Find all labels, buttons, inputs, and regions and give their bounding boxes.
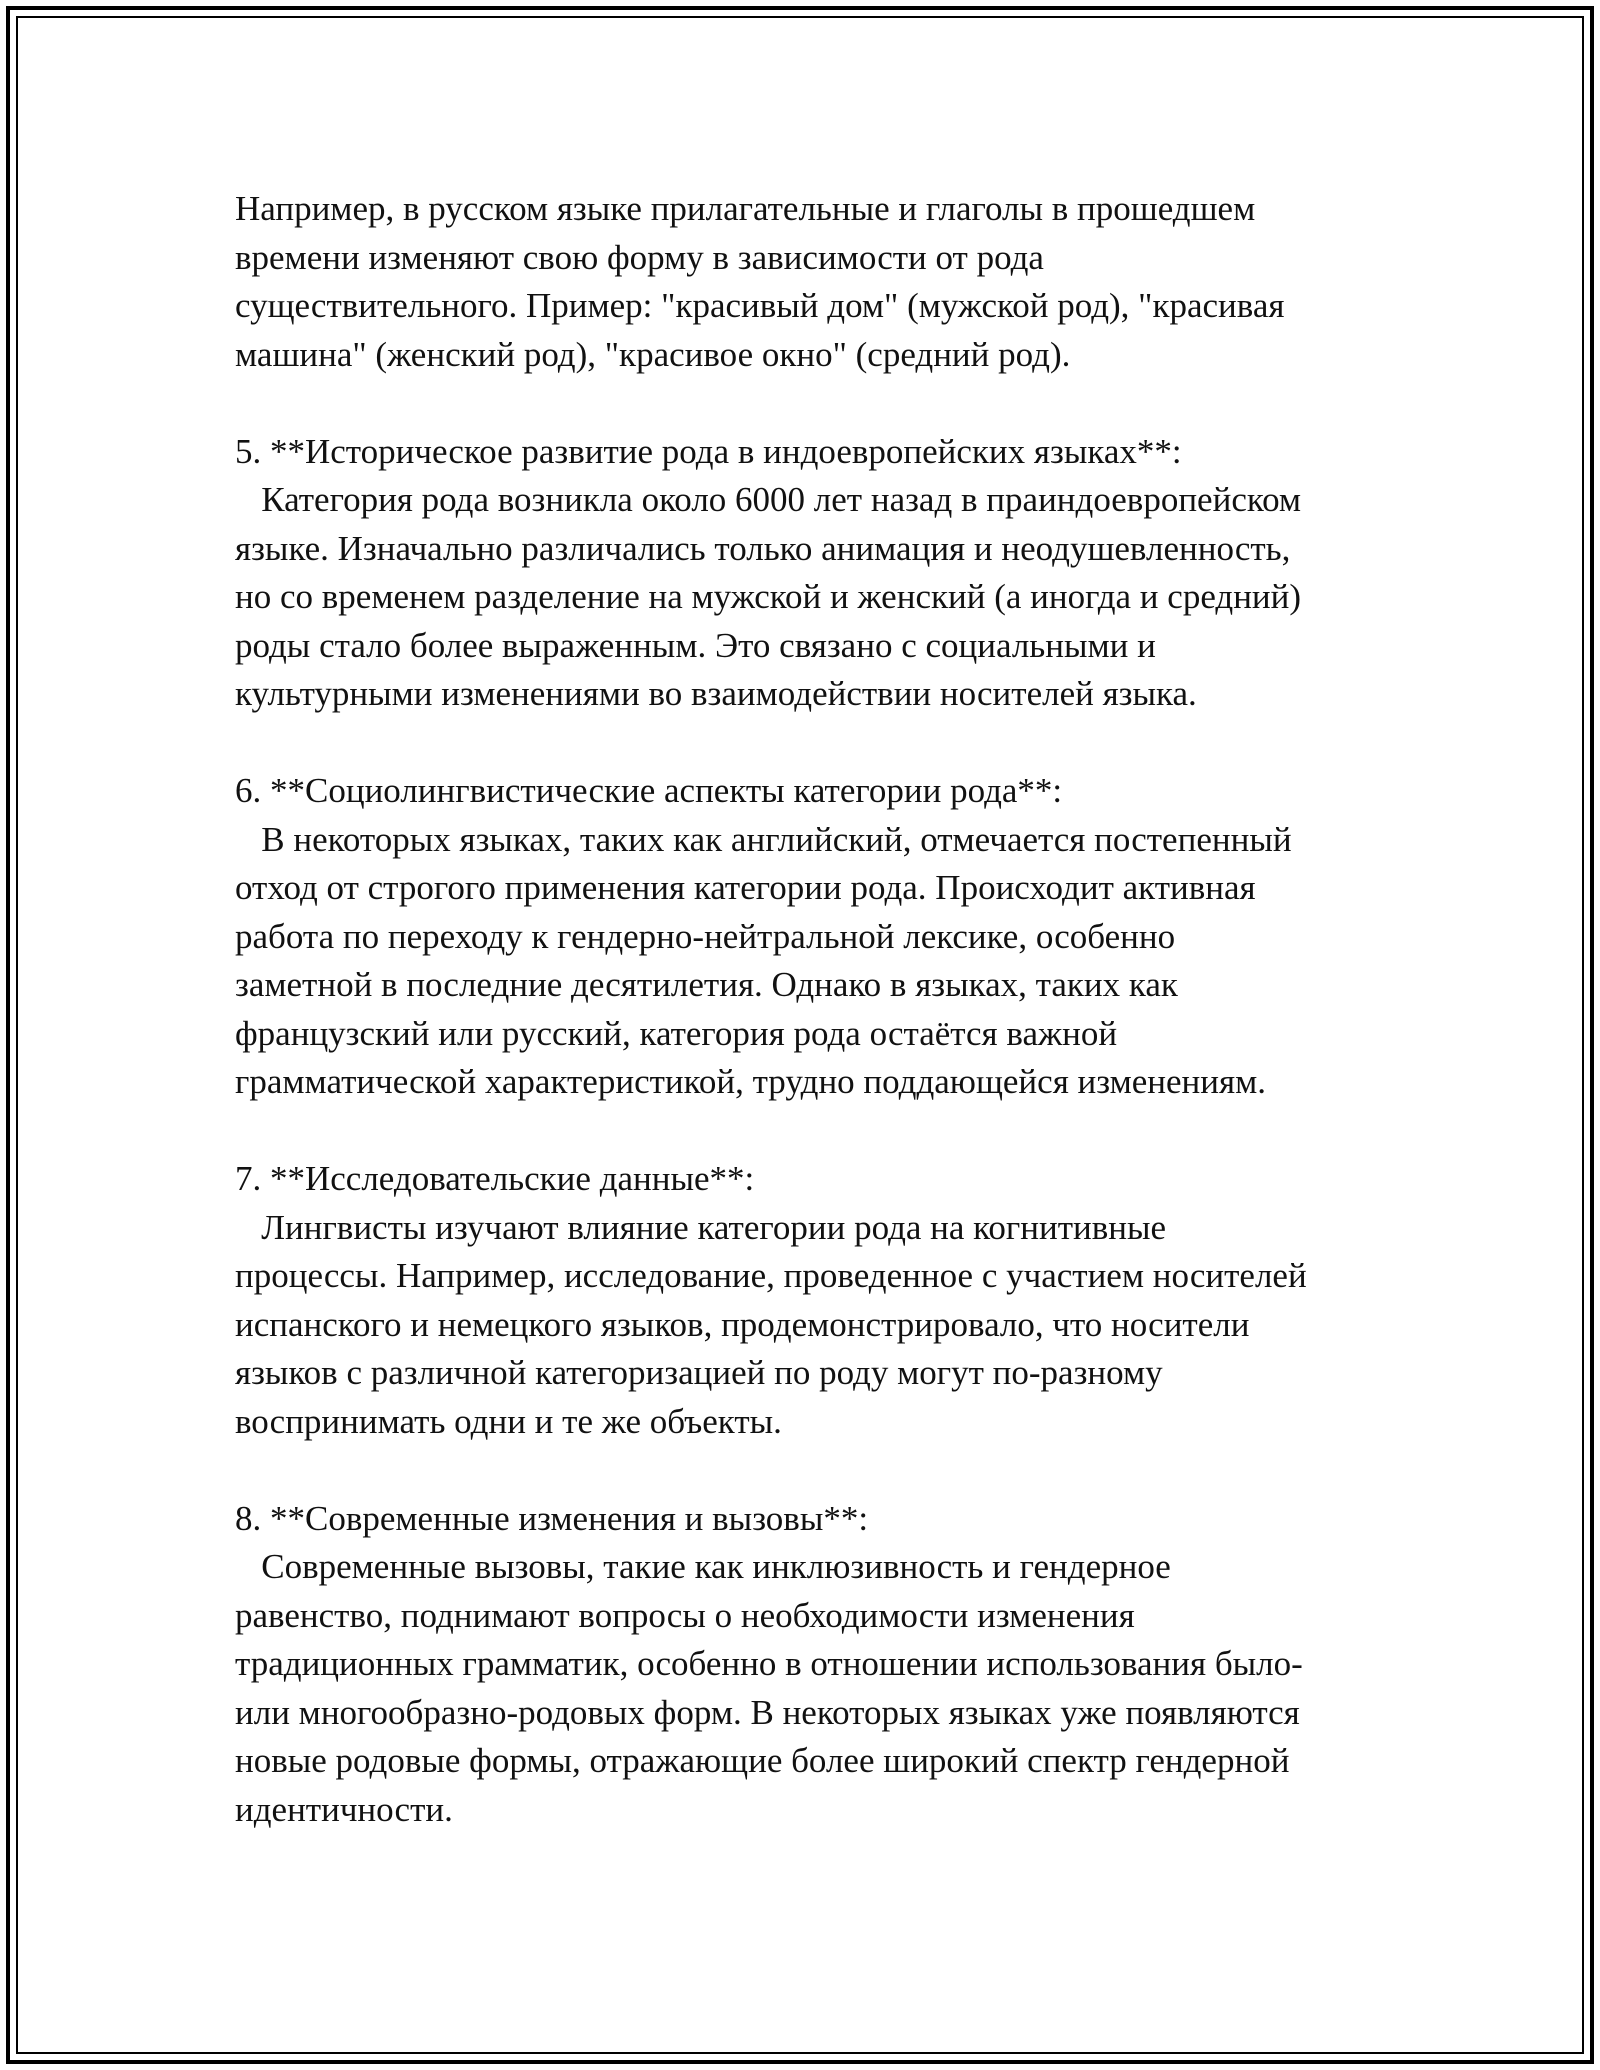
section-7 [235, 1155, 1385, 1446]
paragraph-example [235, 185, 1385, 379]
section-8 [235, 1495, 1385, 1835]
text-line: но со временем разделение на мужской и женский (а иногда и средний) [235, 577, 1302, 616]
section-heading: 5. **Историческое развитие рода в индоевропейских языках**: [235, 431, 1182, 471]
section-5 [235, 428, 1385, 719]
text-line: В некоторых языках, таких как английский, отмечается постепенный [235, 819, 1292, 859]
paragraph-gap [235, 379, 1385, 428]
section-heading: 6. **Социолингвистические аспекты категории рода**: [235, 771, 1063, 810]
text-line: роды стало более выраженным. Это связано с социальными и [235, 625, 1156, 665]
text-line: новые родовые формы, отражающие более широкий спектр гендерной [235, 1741, 1290, 1780]
text-line: заметной в последние десятилетия. Однако в языках, таких как [235, 965, 1178, 1004]
section-heading: 7. **Исследовательские данные**: [235, 1159, 755, 1198]
paragraph-gap [235, 1107, 1385, 1156]
text-line: Категория рода возникла около 6000 лет назад в праиндоевропейском [235, 480, 1302, 519]
text-line: работа по переходу к гендерно-нейтральной лексике, особенно [235, 916, 1176, 956]
paragraph-gap [235, 1446, 1385, 1495]
text-line: отход от строгого применения категории рода. Происходит активная [235, 868, 1256, 907]
text-line: традиционных грамматик, особенно в отношении использования было- [235, 1644, 1303, 1683]
text-line: Например, в русском языке прилагательные и глаголы в прошедшем [235, 189, 1256, 228]
text-line: времени изменяют свою форму в зависимости от рода [235, 237, 1044, 277]
text-line: идентичности. [235, 1789, 453, 1829]
text-line: существительного. Пример: "красивый дом" (мужской род), "красивая [235, 286, 1285, 325]
paragraph-gap [235, 719, 1385, 768]
text-line: Лингвисты изучают влияние категории рода на когнитивные [235, 1207, 1167, 1247]
text-line: процессы. Например, исследование, проведенное с участием носителей [235, 1256, 1307, 1295]
text-line: машина" (женский род), "красивое окно" (средний род). [235, 334, 1071, 374]
document-body [235, 185, 1385, 1834]
text-line: воспринимать одни и те же объекты. [235, 1401, 782, 1441]
text-line: языке. Изначально различались только анимация и неодушевленность, [235, 528, 1291, 568]
text-line: культурными изменениями во взаимодействии носителей языка. [235, 674, 1197, 713]
text-line: равенство, поднимают вопросы о необходимости изменения [235, 1595, 1135, 1635]
text-line: французский или русский, категория рода остаётся важной [235, 1013, 1118, 1053]
text-line: грамматической характеристикой, трудно поддающейся изменениям. [235, 1062, 1267, 1101]
text-line: испанского и немецкого языков, продемонстрировало, что носители [235, 1304, 1250, 1344]
text-line: или многообразно-родовых форм. В некоторых языках уже появляются [235, 1692, 1300, 1732]
section-heading: 8. **Современные изменения и вызовы**: [235, 1498, 869, 1538]
text-line: языков с различной категоризацией по роду могут по-разному [235, 1353, 1163, 1392]
text-line: Современные вызовы, такие как инклюзивность и гендерное [235, 1547, 1171, 1586]
section-6 [235, 767, 1385, 1107]
